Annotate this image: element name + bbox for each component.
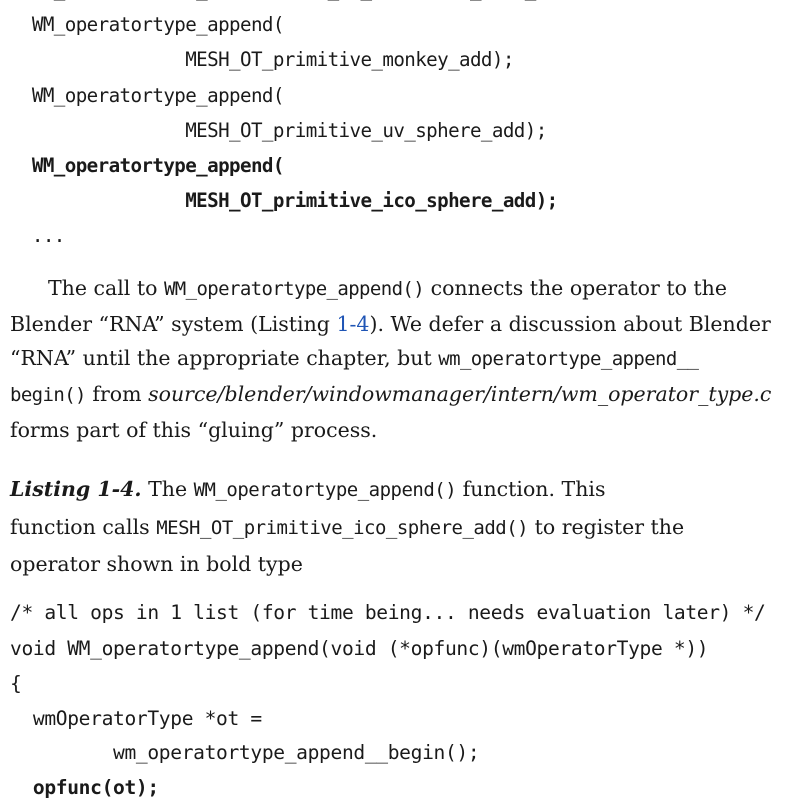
text-span: “RNA” until the appropriate chapter, but bbox=[10, 346, 439, 371]
text-span: function calls bbox=[10, 514, 157, 539]
code-line-bold: opfunc(ot); bbox=[10, 776, 159, 799]
inline-code: begin() bbox=[10, 384, 86, 407]
text-span: from bbox=[85, 382, 149, 407]
code-line: wm_operatortype_append__begin(); bbox=[10, 741, 480, 764]
paragraph-line bbox=[10, 413, 800, 448]
code-line: { bbox=[10, 672, 22, 695]
text-span: forms part of this “gluing” process. bbox=[10, 417, 378, 442]
text-span: operator shown in bold type bbox=[10, 552, 303, 576]
inline-code: WM_operatortype_append() bbox=[163, 278, 425, 300]
inline-code: MESH_OT_primitive_ico_sphere_add() bbox=[156, 516, 529, 539]
code-line: MESH_OT_primitive_uv_sphere_add); bbox=[10, 119, 547, 142]
paragraph-line bbox=[10, 307, 800, 342]
inline-code: WM_operatortype_append() bbox=[193, 479, 457, 501]
text-span: ). We defer a discussion about Blender bbox=[369, 311, 771, 336]
text-span: The call to bbox=[48, 276, 164, 300]
paragraph-line bbox=[10, 377, 800, 413]
body-paragraph bbox=[10, 271, 800, 448]
listing-link[interactable]: 1-4 bbox=[336, 311, 370, 336]
text-span: function. This bbox=[456, 477, 606, 501]
code-line: wmOperatorType *ot = bbox=[10, 707, 262, 730]
code-line: WM_operatortype_append( bbox=[10, 13, 284, 36]
text-span: connects the operator to the bbox=[424, 276, 727, 300]
caption-line bbox=[10, 546, 800, 583]
code-line bbox=[10, 0, 590, 1]
paragraph-line bbox=[10, 271, 800, 307]
inline-code: wm_operatortype_append__ bbox=[438, 348, 699, 371]
caption-line bbox=[10, 509, 800, 547]
code-line: ... bbox=[10, 224, 65, 247]
code-line: void WM_operatortype_append(void (*opfunc)(wmOperatorType *)) bbox=[10, 637, 709, 660]
paragraph-line bbox=[10, 341, 800, 377]
caption-label: Listing 1-4. bbox=[10, 477, 142, 501]
file-path: source/blender/windowmanager/intern/wm_operator_type.c bbox=[148, 382, 772, 407]
caption-line bbox=[10, 471, 800, 509]
code-line: /* all ops in 1 list (for time being... needs evaluation later) */ bbox=[10, 601, 766, 624]
code-line-bold: MESH_OT_primitive_ico_sphere_add); bbox=[10, 189, 558, 212]
code-line: WM_operatortype_append( bbox=[10, 84, 284, 107]
text-span: Blender “RNA” system (Listing bbox=[10, 311, 337, 336]
code-line: MESH_OT_primitive_monkey_add); bbox=[10, 48, 514, 71]
listing-caption bbox=[10, 471, 800, 583]
code-line-bold: WM_operatortype_append( bbox=[10, 154, 284, 177]
text-span: to register the bbox=[528, 514, 685, 539]
text-span: The bbox=[141, 477, 194, 501]
